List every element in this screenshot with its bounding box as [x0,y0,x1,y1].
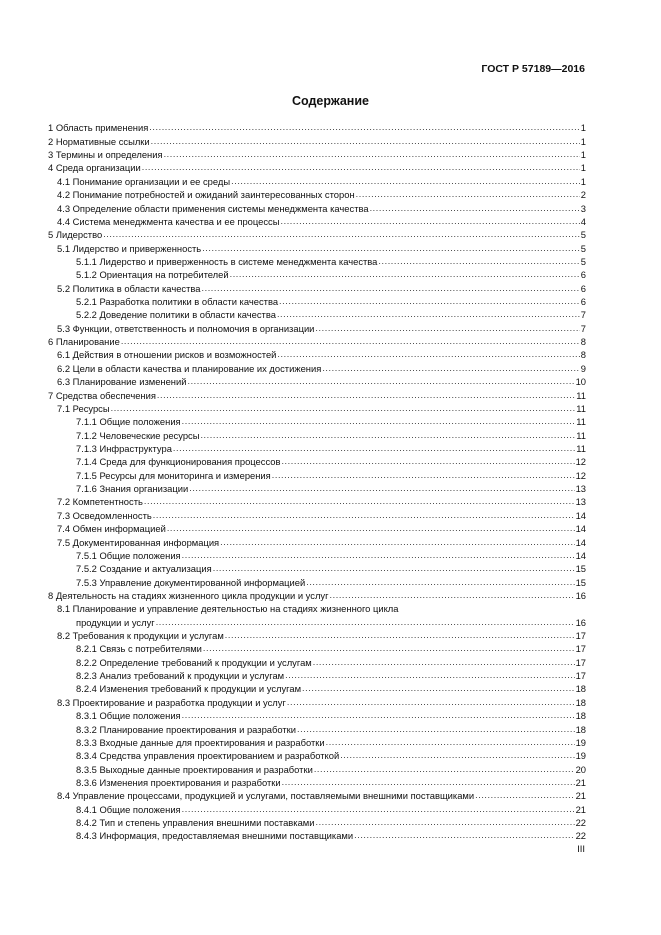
toc-dot-leader [111,403,576,414]
toc-dot-leader [220,537,574,548]
toc-entry-page: 18 [575,696,586,708]
toc-entry-label: 8.3.1 Общие положения [76,710,181,722]
toc-entry[interactable] [48,788,586,801]
toc-entry[interactable] [48,133,586,146]
toc-entry[interactable] [48,748,586,761]
toc-entry-label: 4.2 Понимание потребностей и ожиданий заинтересованных сторон [57,189,355,201]
toc-entry-label: 8.3.2 Планирование проектирования и разработки [76,723,297,735]
toc-entry-page: 13 [575,496,586,508]
toc-entry[interactable] [48,641,586,654]
toc-entry[interactable] [48,280,586,293]
toc-entry-page: 11 [576,442,586,454]
document-code: ГОСТ Р 57189—2016 [481,63,585,75]
toc-dot-leader [354,830,574,841]
toc-entry-label: 8.1 Планирование и управление деятельностью на стадиях жизненного цикла [57,603,399,615]
toc-entry-label: 8.4.2 Тип и степень управления внешними поставками [76,817,315,829]
toc-entry-page: 18 [575,710,586,722]
toc-entry-label: 8.4 Управление процессами, продукцией и услугами, поставляемыми внешними поставщиками [57,790,475,802]
toc-entry-page: 5 [580,255,586,267]
toc-entry[interactable] [48,120,586,133]
toc-dot-leader [167,523,575,534]
toc-dot-leader [173,443,575,454]
toc-dot-leader [231,176,580,187]
toc-entry[interactable] [48,708,586,721]
toc-entry-page: 18 [575,723,586,735]
toc-dot-leader [313,657,575,668]
toc-entry-label: 4 Среда организации [48,162,141,174]
toc-entry[interactable] [48,347,586,360]
toc-entry-page: 7 [580,309,586,321]
toc-entry-page: 19 [575,750,586,762]
toc-entry[interactable] [48,801,586,814]
toc-entry-page: 1 [580,175,586,187]
toc-entry-label: 5.2.2 Доведение политики в области качества [76,309,276,321]
toc-dot-leader [315,817,574,828]
toc-entry-page: 1 [580,122,586,134]
toc-entry-label: 7.5.1 Общие положения [76,549,181,561]
toc-dot-leader [285,670,574,681]
toc-entry-label: 7.4 Обмен информацией [57,523,166,535]
toc-entry-page: 14 [575,549,586,561]
toc-entry-page: 13 [575,483,586,495]
toc-dot-leader [315,323,579,334]
toc-entry-page: 5 [580,229,586,241]
toc-entry[interactable] [48,147,586,160]
toc-entry[interactable] [48,815,586,828]
toc-entry-label: 8.3.3 Входные данные для проектирования и разработки [76,736,325,748]
toc-entry-page: 12 [575,469,586,481]
toc-entry-label: 4.4 Система менеджмента качества и ее процессы [57,215,280,227]
toc-title: Содержание [291,94,369,108]
toc-entry-page: 5 [580,242,586,254]
toc-entry[interactable] [48,561,586,574]
toc-entry[interactable] [48,534,586,547]
toc-entry-page: 18 [575,683,586,695]
toc-entry-label: 6.3 Планирование изменений [57,376,187,388]
toc-entry-label: 2 Нормативные ссылки [48,135,150,147]
toc-entry-page: 2 [580,189,586,201]
toc-dot-leader [153,510,575,521]
toc-dot-leader [225,630,575,641]
toc-entry-label: 3 Термины и определения [48,149,163,161]
toc-entry-page: 1 [580,149,586,161]
toc-entry-label: продукции и услуг [76,616,155,628]
toc-entry-page: 20 [575,763,586,775]
toc-entry-page: 19 [575,736,586,748]
toc-dot-leader [302,683,575,694]
toc-dot-leader [144,496,575,507]
toc-dot-leader [156,617,575,628]
toc-entry-label: 7.3 Осведомленность [57,509,152,521]
toc-entry-label: 6.2 Цели в области качества и планирование их достижения [57,362,322,374]
toc-dot-leader [378,256,579,267]
toc-entry-label: 8.2.2 Определение требований к продукции и услугам [76,656,312,668]
toc-entry-page: 8 [580,336,586,348]
toc-entry-label: 7 Средства обеспечения [48,389,156,401]
toc-entry-label: 7.1.5 Ресурсы для мониторинга и измерения [76,469,271,481]
toc-entry-page: 11 [576,389,586,401]
toc-entry-page: 21 [575,790,586,802]
toc-dot-leader [164,149,580,160]
toc-entry-label: 5.1 Лидерство и приверженность [57,242,202,254]
toc-entry-page: 17 [575,656,586,668]
toc-entry-label: 8.2 Требования к продукции и услугам [57,630,224,642]
toc-entry-label: 8.3.5 Выходные данные проектирования и разработки [76,763,313,775]
toc-entry-label: 7.5.2 Создание и актуализация [76,563,212,575]
toc-entry[interactable] [48,494,586,507]
toc-entry-page: 8 [580,349,586,361]
toc-entry-page: 10 [575,376,586,388]
toc-entry-page: 12 [575,456,586,468]
toc-dot-leader [272,470,575,481]
toc-entry[interactable] [48,173,586,186]
toc-dot-leader [121,336,580,347]
toc-dot-leader [149,122,579,133]
toc-entry-label: 7.5.3 Управление документированной информацией [76,576,306,588]
toc-entry[interactable] [48,521,586,534]
toc-entry-page: 15 [575,576,586,588]
toc-entry[interactable] [48,160,586,173]
toc-entry[interactable] [48,548,586,561]
toc-entry[interactable] [48,427,586,440]
toc-dot-leader [182,416,576,427]
toc-entry-page: 22 [575,830,586,842]
toc-dot-leader [157,390,575,401]
toc-entry-page: 11 [576,416,586,428]
toc-dot-leader [213,563,575,574]
toc-entry[interactable] [48,387,586,400]
toc-entry[interactable] [48,614,586,627]
toc-entry[interactable] [48,588,586,601]
toc-entry[interactable] [48,320,586,333]
toc-entry[interactable] [48,187,586,200]
toc-entry[interactable] [48,214,586,227]
toc-entry-label: 8.3.4 Средства управления проектированием и разработкой [76,750,340,762]
toc-entry-label: 8.3.6 Изменения проектирования и разработки [76,776,281,788]
toc-entry-page: 1 [580,135,586,147]
toc-entry-label: 1 Область применения [48,122,149,134]
toc-dot-leader [202,243,580,254]
toc-dot-leader [182,550,575,561]
toc-entry[interactable] [48,775,586,788]
toc-dot-leader [279,296,580,307]
toc-entry-label: 6 Планирование [48,336,120,348]
toc-entry[interactable] [48,694,586,707]
toc-entry-label: 6.1 Действия в отношении рисков и возможностей [57,349,277,361]
toc-entry-page: 16 [575,589,586,601]
toc-dot-leader [151,136,580,147]
toc-dot-leader [356,189,580,200]
toc-dot-leader [282,777,575,788]
toc-entry-page: 15 [575,563,586,575]
toc-dot-leader [281,456,574,467]
table-of-contents [48,120,586,841]
toc-dot-leader [230,269,580,280]
toc-dot-leader [326,737,575,748]
toc-entry[interactable] [48,240,586,253]
toc-entry-label: 8.3 Проектирование и разработка продукции и услуг [57,696,286,708]
toc-dot-leader [202,283,580,294]
toc-entry[interactable] [48,200,586,213]
toc-entry[interactable] [48,267,586,280]
toc-entry[interactable] [48,360,586,373]
toc-entry-page: 14 [575,523,586,535]
toc-entry-page: 22 [575,817,586,829]
toc-entry-page: 6 [580,296,586,308]
toc-entry-label: 8.2.4 Изменения требований к продукции и услугам [76,683,302,695]
toc-entry[interactable] [48,507,586,520]
toc-entry[interactable] [48,467,586,480]
toc-dot-leader [281,216,580,227]
toc-entry-page: 14 [575,536,586,548]
toc-dot-leader [187,376,574,387]
toc-entry-page: 6 [580,269,586,281]
toc-entry-label: 7.1.2 Человеческие ресурсы [76,429,200,441]
toc-dot-leader [314,764,575,775]
toc-entry[interactable] [48,441,586,454]
toc-entry-label: 7.1 Ресурсы [57,402,110,414]
toc-entry[interactable] [48,628,586,641]
toc-entry-label: 5.3 Функции, ответственность и полномочия в организации [57,322,315,334]
toc-dot-leader [306,577,574,588]
toc-entry[interactable] [48,574,586,587]
toc-entry-page: 3 [580,202,586,214]
toc-entry[interactable] [48,761,586,774]
toc-entry[interactable] [48,601,586,614]
toc-entry-label: 8 Деятельность на стадиях жизненного цикла продукции и услуг [48,589,329,601]
toc-entry-label: 5.2 Политика в области качества [57,282,201,294]
toc-dot-leader [142,162,580,173]
toc-entry[interactable] [48,294,586,307]
toc-entry-label: 8.4.3 Информация, предоставляемая внешними поставщиками [76,830,354,842]
toc-entry-label: 5.1.1 Лидерство и приверженность в системе менеджмента качества [76,255,378,267]
toc-entry[interactable] [48,334,586,347]
toc-entry-label: 5.1.2 Ориентация на потребителей [76,269,229,281]
toc-dot-leader [182,710,575,721]
toc-dot-leader [200,430,575,441]
toc-entry[interactable] [48,681,586,694]
toc-entry[interactable] [48,307,586,320]
toc-entry-page: 9 [580,362,586,374]
toc-entry-label: 8.2.1 Связь с потребителями [76,643,202,655]
toc-dot-leader [277,309,580,320]
toc-entry-page: 21 [575,776,586,788]
toc-entry-label: 7.1.1 Общие положения [76,416,181,428]
toc-entry[interactable] [48,828,586,841]
toc-entry-label: 7.1.6 Знания организации [76,483,189,495]
toc-entry[interactable] [48,414,586,427]
page-number: III [577,844,585,855]
toc-entry-label: 7.5 Документированная информация [57,536,220,548]
toc-entry-page: 17 [575,643,586,655]
toc-entry[interactable] [48,721,586,734]
toc-entry-page: 6 [580,282,586,294]
toc-entry-label: 7.1.3 Инфраструктура [76,442,172,454]
toc-entry-label: 7.2 Компетентность [57,496,143,508]
toc-entry-page: 16 [575,616,586,628]
toc-entry-label: 4.1 Понимание организации и ее среды [57,175,231,187]
toc-entry[interactable] [48,668,586,681]
toc-entry-label: 7.1.4 Среда для функционирования процессов [76,456,281,468]
toc-entry-page: 11 [576,429,586,441]
toc-entry-page: 1 [580,162,586,174]
toc-entry-page: 4 [580,215,586,227]
toc-entry[interactable] [48,401,586,414]
toc-dot-leader [330,590,575,601]
toc-dot-leader [370,203,580,214]
toc-entry[interactable] [48,654,586,667]
toc-dot-leader [182,804,575,815]
toc-dot-leader [277,349,579,360]
toc-entry-page: 17 [575,670,586,682]
toc-entry[interactable] [48,735,586,748]
toc-dot-leader [103,229,580,240]
toc-dot-leader [297,724,575,735]
toc-dot-leader [322,363,579,374]
toc-entry-label: 5.2.1 Разработка политики в области качества [76,296,279,308]
toc-entry-page: 17 [575,630,586,642]
toc-dot-leader [340,750,574,761]
toc-entry-label: 8.2.3 Анализ требований к продукции и услугам [76,670,285,682]
toc-entry[interactable] [48,374,586,387]
toc-entry[interactable] [48,227,586,240]
toc-entry-page: 7 [580,322,586,334]
toc-entry[interactable] [48,454,586,467]
toc-entry-page: 14 [575,509,586,521]
toc-dot-leader [203,643,575,654]
toc-entry-label: 4.3 Определение области применения системы менеджмента качества [57,202,369,214]
toc-entry-page: 11 [576,402,586,414]
toc-entry-label: 8.4.1 Общие положения [76,803,181,815]
toc-dot-leader [475,790,574,801]
toc-entry[interactable] [48,481,586,494]
toc-entry-label: 5 Лидерство [48,229,103,241]
toc-entry[interactable] [48,254,586,267]
toc-entry-page: 21 [575,803,586,815]
toc-dot-leader [287,697,575,708]
toc-dot-leader [189,483,574,494]
